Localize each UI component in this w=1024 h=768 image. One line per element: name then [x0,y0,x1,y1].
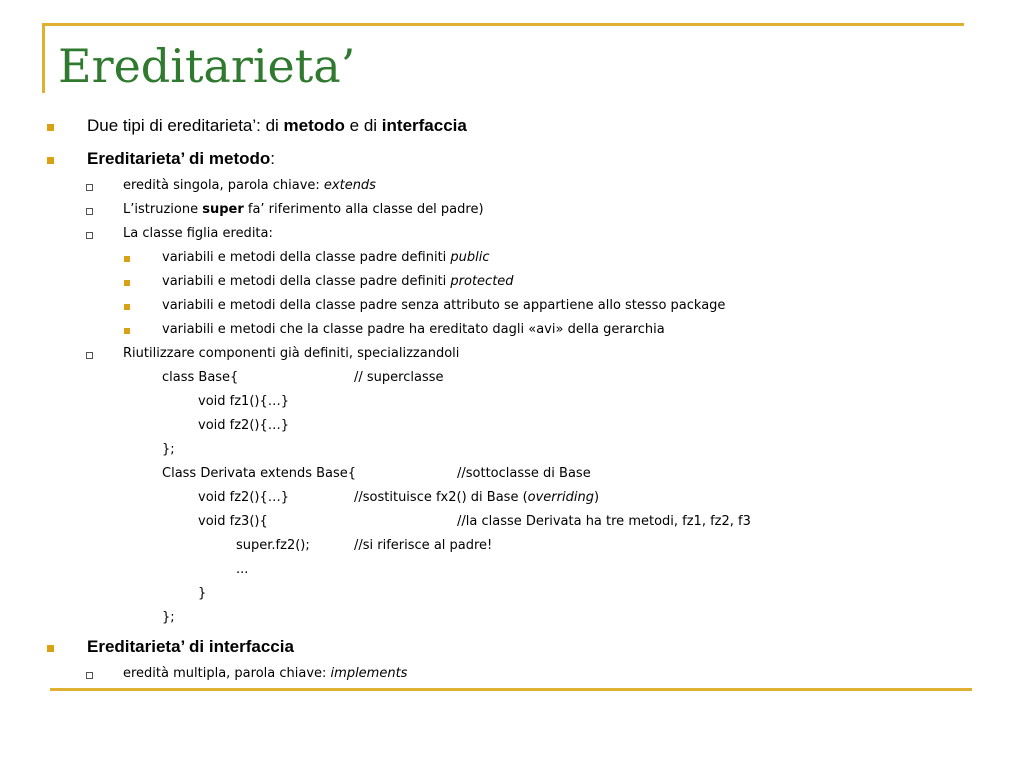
sub2-bold: super [202,202,244,217]
bottom-rule [50,688,972,691]
bullet-item-3 [87,637,294,657]
item1-bold2: interfaccia [381,116,467,135]
sub-sub-bullet-icon [124,256,130,262]
sub-bullet-icon [86,232,93,239]
slide-title: Ereditarieta’ [58,39,356,93]
code-comment-7: //la classe Derivata ha tre metodi, fz1, fz2, f3 [457,514,751,529]
sub-sub-bullet-icon [124,304,130,310]
sub-sub-item-4 [162,322,665,337]
sub3b-text: variabili e metodi della classe padre definiti [162,274,451,289]
sub-item-3 [123,226,273,241]
top-rule [42,23,964,26]
sub3a-text: variabili e metodi della classe padre definiti [162,250,451,265]
bullet-item-1 [87,116,467,136]
item3-bold: Ereditarieta’ di interfaccia [87,637,294,656]
code-line-6: void fz2(){…} [198,490,289,505]
sub-item-2 [123,202,484,217]
code-line-10: } [198,586,207,601]
sub3d-text: variabili e metodi che la classe padre ha ereditato dagli «avi» della gerarchia [162,322,665,337]
item1-mid: e di [344,116,382,135]
sub5-italic: implements [330,666,408,681]
sub3b-italic: protected [450,274,514,289]
code-line-8: super.fz2(); [236,538,310,553]
bullet-item-2 [87,149,275,169]
item2-bold: Ereditarieta’ di metodo [87,149,271,168]
sub4-text: Riutilizzare componenti già definiti, specializzandoli [123,346,460,361]
code-comment-1: // superclasse [354,370,444,385]
code-comment-6-italic: overriding [527,490,594,505]
code-comment-6-text: //sostituisce fx2() di Base ( [354,490,528,505]
code-line-9: ... [236,562,249,577]
sub-item-4 [123,346,459,361]
sub-bullet-icon [86,208,93,215]
code-line-11: }; [162,610,175,625]
code-line-2: void fz1(){…} [198,394,289,409]
sub-bullet-icon [86,184,93,191]
code-line-3: void fz2(){…} [198,418,289,433]
sub-bullet-icon [86,352,93,359]
sub3a-italic: public [450,250,490,265]
code-line-5: Class Derivata extends Base{ [162,466,357,481]
sub-sub-bullet-icon [124,280,130,286]
sub1-italic: extends [323,178,376,193]
sub-item-5 [123,666,407,681]
sub2-tail: fa’ riferimento alla classe del padre) [243,202,484,217]
code-comment-5: //sottoclasse di Base [457,466,591,481]
sub-sub-item-1 [162,250,490,265]
sub2-text: L’istruzione [123,202,203,217]
sub3c-text: variabili e metodi della classe padre senza attributo se appartiene allo stesso package [162,298,726,313]
bullet-icon [47,157,54,164]
code-line-4: }; [162,442,175,457]
sub-sub-item-2 [162,274,514,289]
item1-text: Due tipi di ereditarieta’: di [87,116,284,135]
item1-bold1: metodo [283,116,345,135]
sub3-text: La classe figlia eredita: [123,226,273,241]
sub-bullet-icon [86,672,93,679]
sub-sub-item-3 [162,298,725,313]
item2-tail: : [270,149,275,168]
sub-item-1 [123,178,376,193]
code-comment-8: //si riferisce al padre! [354,538,493,553]
code-comment-6-end: ) [593,490,600,505]
code-line-7: void fz3(){ [198,514,268,529]
sub5-text: eredità multipla, parola chiave: [123,666,331,681]
bullet-icon [47,645,54,652]
sub1-text: eredità singola, parola chiave: [123,178,324,193]
code-comment-6 [354,490,599,505]
sub-sub-bullet-icon [124,328,130,334]
left-rule [42,23,45,93]
code-line-1: class Base{ [162,370,239,385]
bullet-icon [47,124,54,131]
